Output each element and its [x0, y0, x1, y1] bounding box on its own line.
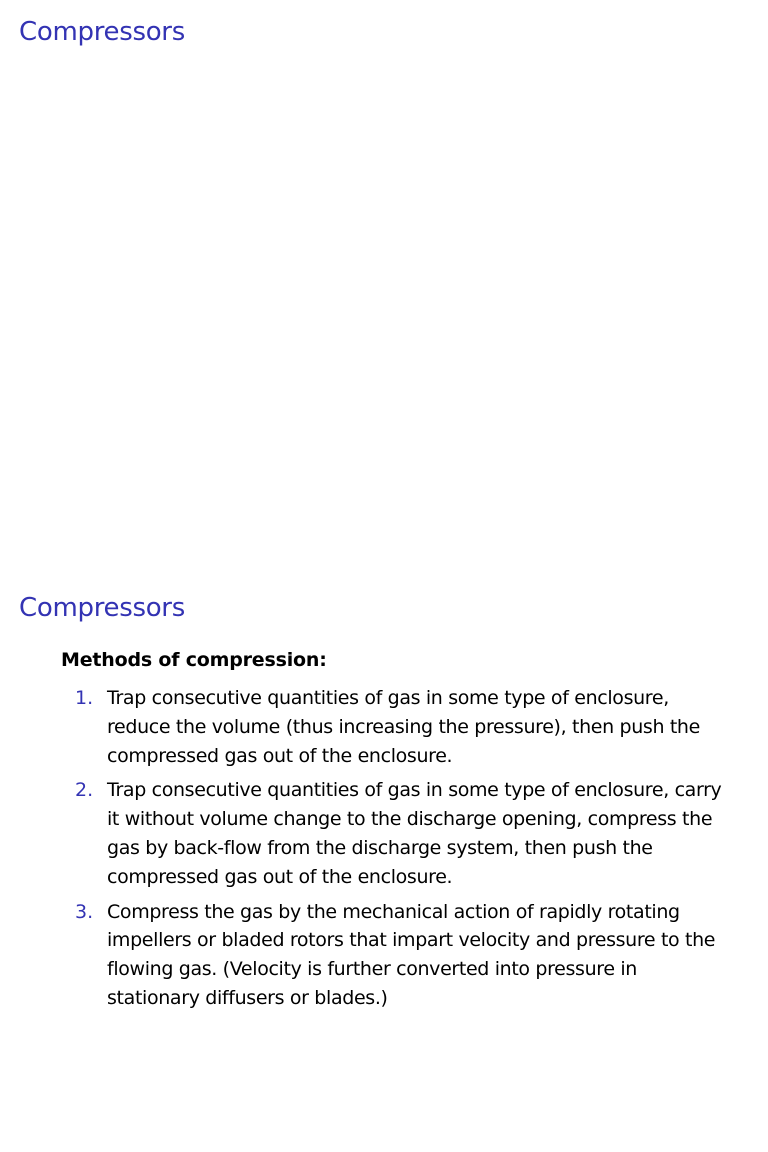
list-item-text: Compress the gas by the mechanical action of rapidly rotating impellers or bladed rotors that impart velocity and pressure to the flowing gas. (Velocity is further converted into pressure in stationary diffusers or blades.)	[107, 900, 716, 1009]
list-item-text: Trap consecutive quantities of gas in some type of enclosure, carry it without volume change to the discharge opening, compress the gas by back-flow from the discharge system, then push the compressed gas out of the enclosure.	[107, 779, 722, 888]
list-item	[0, 776, 768, 891]
list-item-number: 2.	[75, 779, 94, 802]
list-item	[0, 898, 768, 1013]
slide-title: Compressors	[19, 17, 185, 47]
list-item-text: Trap consecutive quantities of gas in some type of enclosure, reduce the volume (thus increasing the pressure), then push the compressed gas out of the enclosure.	[107, 687, 700, 767]
list-item-number: 3.	[75, 900, 94, 923]
section-heading: Methods of compression:	[61, 649, 327, 671]
methods-list	[0, 684, 768, 1019]
slide-2	[0, 576, 768, 1152]
slide-title: Compressors	[19, 593, 185, 623]
list-item	[0, 684, 768, 770]
list-item-number: 1.	[75, 687, 94, 709]
